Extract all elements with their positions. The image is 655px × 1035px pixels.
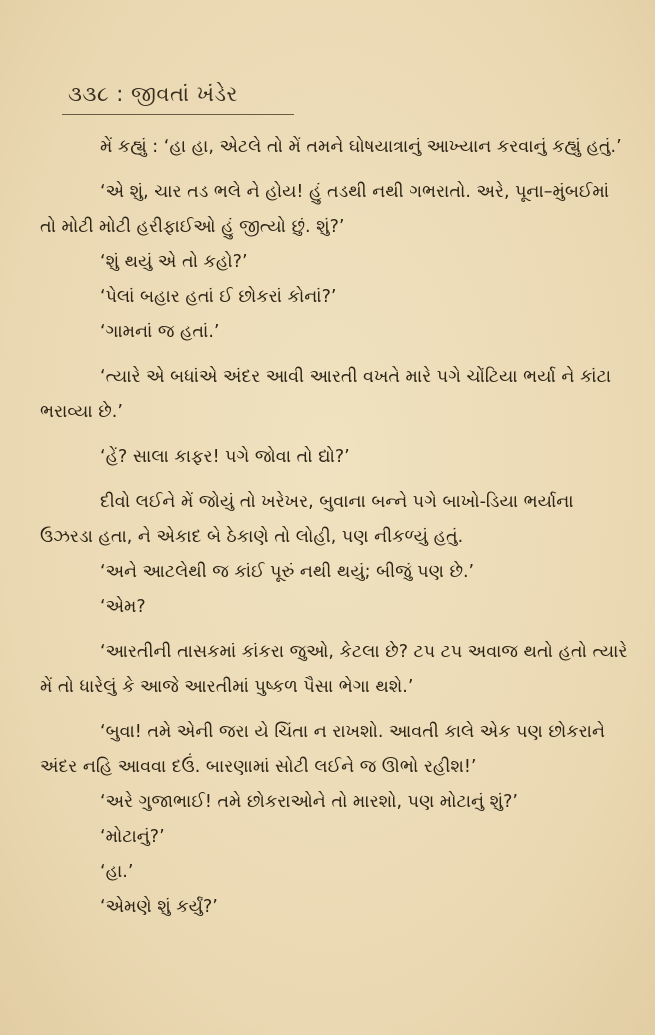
paragraph: ‘બુવા! તમે એની જરા યે ચિંતા ન રાખશો. આવતી કાલે એક પણ છોકરાને અંદર નહિ આવવા દઉં. બારણામાં સોટી લઈને જ ઊભો રહીશ!’ xyxy=(40,722,605,777)
header-separator: : xyxy=(116,82,124,106)
paragraph: ‘ગામનાં જ હતાં.’ xyxy=(100,322,220,342)
paragraph: ‘મોટાનું?’ xyxy=(100,827,165,847)
running-header xyxy=(68,82,238,107)
body-text xyxy=(40,130,628,925)
paragraph: દીવો લઈને મેં જોયું તો ખરેખર, બુવાના બન્ને પગે બાખો-ડિયા ભર્યાના ઉઝરડા હતા, ને એકાદ બે ઠેકાણે તો લોહી, પણ નીકળ્યું હતું. xyxy=(40,492,574,547)
paragraph: ‘અને આટલેથી જ કાંઈ પૂરું નથી થયું; બીજું પણ છે.’ xyxy=(100,562,475,582)
paragraph: ‘એમ? xyxy=(100,597,146,617)
book-title: જીવતાં ખંડેર xyxy=(130,82,238,106)
paragraph: ‘અરે ગુજાભાઈ! તમે છોકરાઓને તો મારશો, પણ મોટાનું શું?’ xyxy=(100,792,518,812)
paragraph: ‘એમણે શું કર્યું?’ xyxy=(100,897,218,917)
paragraph: મેં કહ્યું : ‘હા હા, એટલે તો મેં તમને ઘોષયાત્રાનું આખ્યાન કરવાનું કહ્યું હતું.’ xyxy=(100,137,622,157)
paragraph: ‘શું થયું એ તો કહો?’ xyxy=(100,252,248,272)
paragraph: ‘હેં? સાલા કાફર! પગે જોવા તો દ્યો?’ xyxy=(100,447,350,467)
paragraph: ‘આરતીની તાસકમાં કાંકરા જુઓ, કેટલા છે? ટપ ટપ અવાજ થતો હતો ત્યારે મેં તો ધારેલું કે આજે આરતીમાં પુષ્કળ પૈસા ભેગા થશે.’ xyxy=(40,642,628,697)
paragraph: ‘પેલાં બહાર હતાં ઈ છોકરાં કોનાં?’ xyxy=(100,287,337,307)
paragraph: ‘હા.’ xyxy=(100,862,134,882)
paragraph: ‘એ શું, ચાર તડ ભલે ને હોય! હું તડથી નથી ગભરાતો. અરે, પૂના–મુંબઈમાં તો મોટી મોટી હરીફાઈઓ હું જીત્યો છું. શું?’ xyxy=(40,182,610,237)
paragraph: ‘ત્યારે એ બધાંએ અંદર આવી આરતી વખતે મારે પગે ચોંટિયા ભર્યા ને કાંટા ભરાવ્યા છે.’ xyxy=(40,367,612,422)
page-number: ૩૩૮ xyxy=(68,82,110,106)
header-underline xyxy=(62,114,294,115)
